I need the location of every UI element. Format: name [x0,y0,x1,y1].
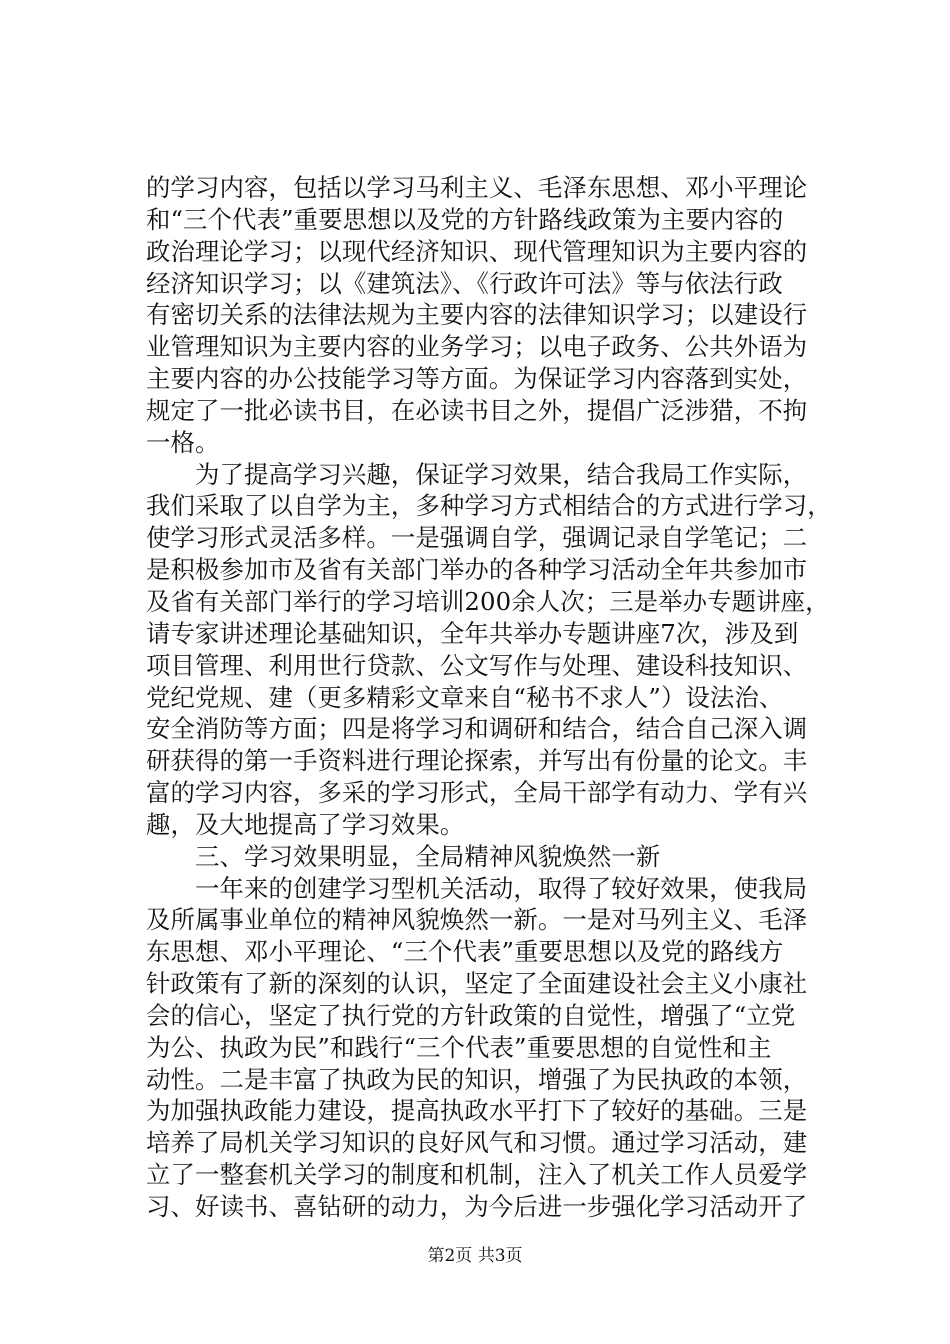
text-line: 请专家讲述理论基础知识，全年共举办专题讲座7次，涉及到 [146,618,799,648]
text-line: 安全消防等方面；四是将学习和调研和结合，结合自己深入调 [146,714,808,744]
text-line: 和“三个代表”重要思想以及党的方针路线政策为主要内容的 [146,204,784,234]
text-line: 动性。二是丰富了执政为民的知识，增强了为民执政的本领， [146,1064,808,1094]
text-line: 及所属事业单位的精神风貌焕然一新。一是对马列主义、毛泽 [146,905,808,935]
text-line: 为了提高学习兴趣，保证学习效果，结合我局工作实际， [146,459,808,489]
text-line: 是积极参加市及省有关部门举办的各种学习活动全年共参加市 [146,555,808,585]
text-line: 富的学习内容，多采的学习形式，全局干部学有动力、学有兴 [146,778,808,808]
text-line: 经济知识学习；以《建筑法》、《行政许可法》等与依法行政 [146,268,783,298]
text-line: 立了一整套机关学习的制度和机制，注入了机关工作人员爱学 [146,1160,808,1190]
text-line: 一格。 [146,427,220,457]
text-line: 党纪党规、建（更多精彩文章来自“秘书不求人”）设法治、 [146,682,784,712]
text-line: 趣，及大地提高了学习效果。 [146,809,465,839]
text-line: 一年来的创建学习型机关活动，取得了较好效果，使我局 [146,873,808,903]
text-line: 的学习内容，包括以学习马利主义、毛泽东思想、邓小平理论 [146,173,808,202]
text-line: 会的信心，坚定了执行党的方针政策的自觉性，增强了“立党 [146,1000,796,1030]
text-line: 规定了一批必读书目，在必读书目之外，提倡广泛涉猎，不拘 [146,395,808,425]
text-line: 我们采取了以自学为主，多种学习方式相结合的方式进行学习， [146,491,832,521]
text-line: 政治理论学习；以现代经济知识、现代管理知识为主要内容的 [146,236,808,266]
page-footer: 第2页 共3页 [427,1246,523,1266]
text-line: 习、好读书、喜钻研的动力，为今后进一步强化学习活动开了 [146,1192,808,1221]
text-line: 项目管理、利用世行贷款、公文写作与处理、建设科技知识、 [146,650,808,680]
text-line: 培养了局机关学习知识的良好风气和习惯。通过学习活动，建 [146,1128,808,1158]
text-line: 有密切关系的法律法规为主要内容的法律知识学习；以建设行 [146,300,808,330]
text-line: 使学习形式灵活多样。一是强调自学，强调记录自学笔记；二 [146,523,808,553]
text-line: 为公、执政为民”和践行“三个代表”重要思想的自觉性和主 [146,1032,772,1062]
text-line: 为加强执政能力建设，提高执政水平打下了较好的基础。三是 [146,1096,808,1126]
text-line: 及省有关部门举行的学习培训200余人次；三是举办专题讲座， [146,586,830,616]
text-line: 业管理知识为主要内容的业务学习；以电子政务、公共外语为 [146,332,808,362]
section-heading: 三、学习效果明显，全局精神风貌焕然一新 [146,841,661,871]
text-line: 研获得的第一手资料进行理论探索，并写出有份量的论文。丰 [146,746,808,776]
text-line: 主要内容的办公技能学习等方面。为保证学习内容落到实处， [146,364,808,394]
body-text [146,172,832,1223]
text-line: 东思想、邓小平理论、“三个代表”重要思想以及党的路线方 [146,937,784,967]
text-line: 针政策有了新的深刻的认识，坚定了全面建设社会主义小康社 [146,969,808,999]
